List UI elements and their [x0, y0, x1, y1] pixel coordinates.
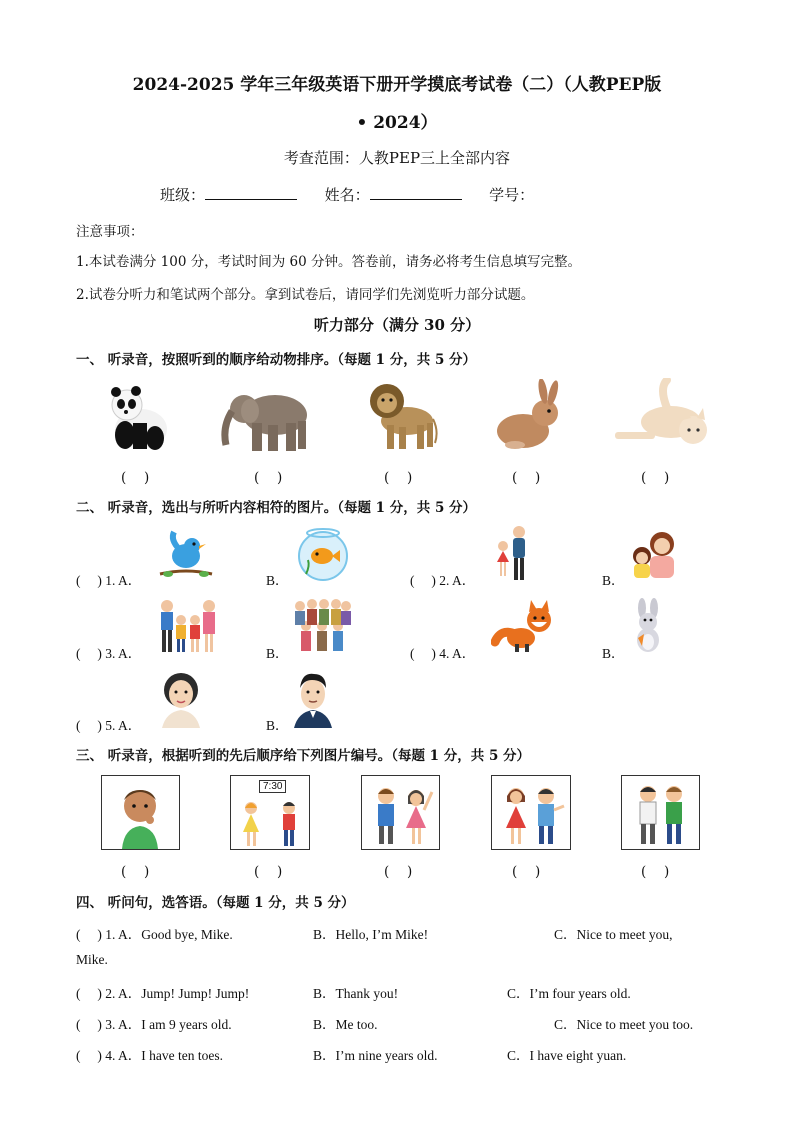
s3-picture-3	[361, 775, 440, 850]
two-kids-talking-icon	[492, 776, 570, 849]
s2-q3-label: ( ) 3. A．	[76, 646, 142, 661]
bunny-icon[interactable]	[628, 598, 668, 654]
clock-label: 7:30	[259, 780, 286, 793]
fox-icon[interactable]	[491, 598, 555, 654]
s2-q3-b-label: B．	[266, 646, 289, 661]
woman-portrait-icon[interactable]	[160, 670, 202, 728]
big-family-icon[interactable]	[292, 598, 352, 654]
s2-q1-b-label: B．	[266, 573, 289, 588]
s4-q1-b: B．Hello, I’m Mike!	[313, 927, 429, 942]
family-of-four-icon[interactable]	[157, 598, 219, 654]
man-portrait-icon[interactable]	[292, 670, 334, 728]
name-blank[interactable]	[370, 185, 462, 200]
s2-q5-b-label: B．	[266, 718, 289, 733]
section1-paren-1[interactable]: ( )	[121, 470, 150, 486]
s3-picture-4	[491, 775, 571, 850]
exam-title-line2: • 2024）	[356, 113, 438, 133]
section3-paren-3[interactable]: ( )	[384, 864, 413, 880]
s3-picture-2	[230, 775, 310, 850]
student-info-row	[160, 184, 534, 205]
s4-q3-b: B．Me too.	[313, 1017, 378, 1032]
notes-heading: 注意事项：	[76, 224, 144, 240]
notes-item2: 2.试卷分听力和笔试两个部分。拿到试卷后，请同学们先浏览听力部分试题。	[76, 287, 535, 303]
s2-q4-label: ( ) 4. A．	[410, 646, 476, 661]
s4-q1-c-continued: Mike.	[76, 952, 108, 967]
s4-q1-c: C．Nice to meet you,	[554, 927, 673, 942]
section2-heading: 二、 听录音，选出与所听内容相符的图片。（每题 1 分，共 5 分）	[76, 500, 477, 516]
s4-q4-b: B．I’m nine years old.	[313, 1048, 438, 1063]
section1-heading: 一、 听录音，按照听到的顺序给动物排序。（每题 1 分，共 5 分）	[76, 352, 477, 368]
s4-q4-c: C．I have eight yuan.	[507, 1048, 627, 1063]
section3-paren-1[interactable]: ( )	[121, 864, 150, 880]
notes-item1: 1.本试卷满分 100 分，考试时间为 60 分钟。答卷前，请务必将考生信息填写完整。	[76, 254, 581, 270]
section4-heading: 四、 听问句，选答语。（每题 1 分，共 5 分）	[76, 895, 355, 911]
id-label: 学号：	[489, 186, 535, 204]
s4-q4-a: ( ) 4. A．I have ten toes.	[76, 1048, 223, 1063]
section3-heading: 三、 听录音，根据听到的先后顺序给下列图片编号。（每题 1 分，共 5 分）	[76, 748, 531, 764]
s4-q2-a: ( ) 2. A．Jump! Jump! Jump!	[76, 986, 250, 1001]
s3-picture-1	[101, 775, 180, 850]
s2-q1-label: ( ) 1. A．	[76, 573, 142, 588]
s4-q2-c: C．I’m four years old.	[507, 986, 631, 1001]
bird-icon[interactable]	[158, 528, 214, 580]
s4-q2-b: B．Thank you!	[313, 986, 399, 1001]
s2-q2-b-label: B．	[602, 573, 625, 588]
exam-scope: 考查范围：人教PEP三上全部内容	[283, 149, 511, 167]
rabbit-icon	[493, 379, 563, 451]
section3-paren-5[interactable]: ( )	[641, 864, 670, 880]
s2-q5-label: ( ) 5. A．	[76, 718, 142, 733]
s4-q3-a: ( ) 3. A．I am 9 years old.	[76, 1017, 232, 1032]
class-blank[interactable]	[205, 185, 297, 200]
s4-q1-a: ( ) 1. A．Good bye, Mike.	[76, 927, 233, 942]
class-label: 班级：	[160, 186, 206, 204]
elephant-icon	[220, 387, 312, 453]
panda-icon	[103, 383, 173, 453]
section1-paren-2[interactable]: ( )	[254, 470, 283, 486]
fishbowl-icon[interactable]	[292, 524, 354, 582]
s2-q2-label: ( ) 2. A．	[410, 573, 476, 588]
father-daughter-icon[interactable]	[491, 524, 531, 582]
section3-paren-2[interactable]: ( )	[254, 864, 283, 880]
s3-picture-5	[621, 775, 700, 850]
mother-child-icon[interactable]	[628, 528, 682, 580]
cat-icon	[609, 378, 713, 452]
section1-paren-4[interactable]: ( )	[512, 470, 541, 486]
two-kids-greeting-icon	[231, 796, 309, 849]
exam-title-line1: 2024-2025 学年三年级英语下册开学摸底考试卷（二）（人教PEP版	[132, 75, 662, 95]
s2-q4-b-label: B．	[602, 646, 625, 661]
boy-touching-face-icon	[102, 776, 179, 849]
listening-title: 听力部分（满分 30 分）	[313, 316, 481, 334]
name-label: 姓名：	[324, 186, 370, 204]
two-boys-icon	[622, 776, 699, 849]
lion-icon	[367, 379, 439, 453]
section1-paren-5[interactable]: ( )	[641, 470, 670, 486]
two-kids-waving-icon	[362, 776, 439, 849]
section1-paren-3[interactable]: ( )	[384, 470, 413, 486]
section3-paren-4[interactable]: ( )	[512, 864, 541, 880]
s4-q3-c: C．Nice to meet you too.	[554, 1017, 694, 1032]
